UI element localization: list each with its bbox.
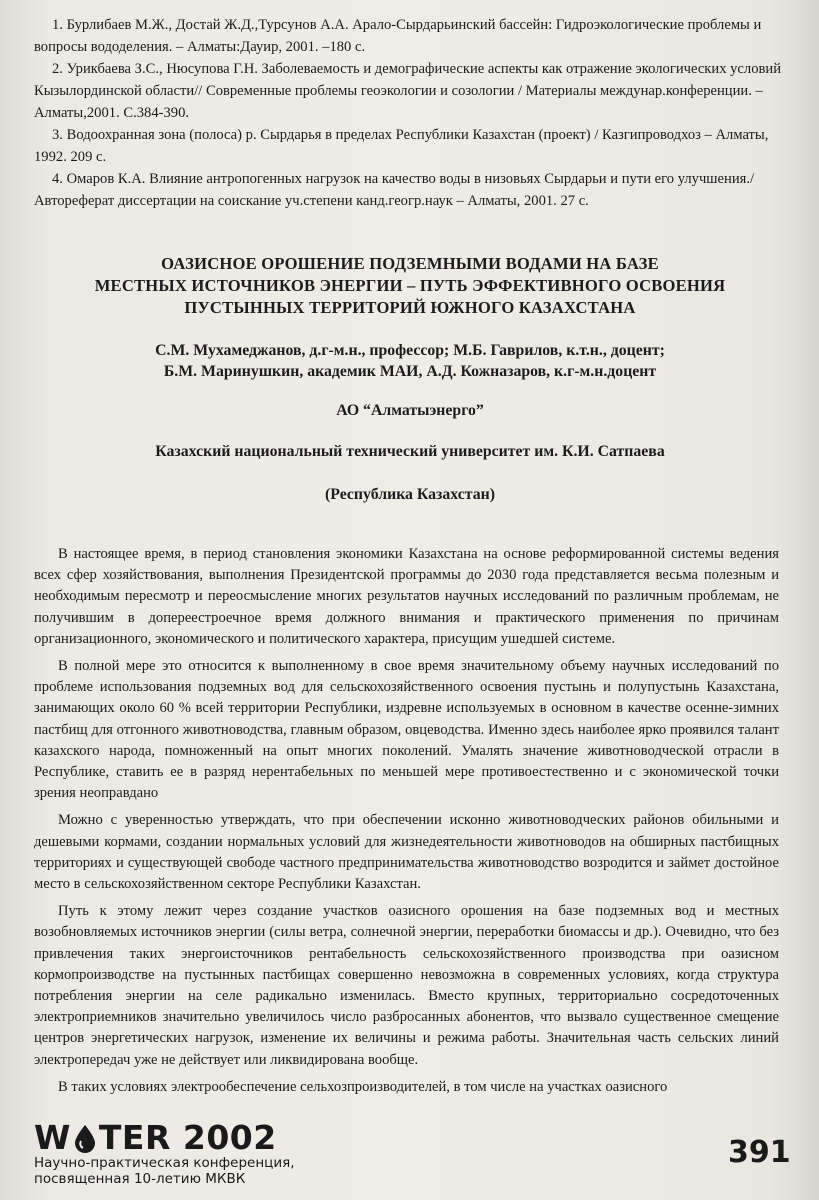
reference-item: 3. Водоохранная зона (полоса) р. Сырдарья в пределах Республики Казахстан (проект) / Казгипроводхоз – Алматы, 1992. 209 с. [34, 127, 769, 165]
reference-item: 1. Бурлибаев М.Ж., Достай Ж.Д.,Турсунов А.А. Арало-Сырдарьинский бассейн: Гидроэкологические проблемы и вопросы вододеления. – Алматы:Дауир, 2001. –180 с. [34, 17, 762, 55]
body-paragraph: В настоящее время, в период становления экономики Казахстана на основе реформированной системы ведения всех сфер хозяйствования, выполнения Президентской программы до 2030 года представляется весьма полезным и необходимым пересмотр и переосмысление многих результатов научных исследований по различным проблемам, не получившим в допереестроечное время должного внимания и практического применения по причинам организационного, экономического и политического характера, присущим ушедшей системе. [34, 546, 779, 647]
authors [40, 340, 780, 382]
author-line: С.М. Мухамеджанов, д.г-м.н., профессор; М.Б. Гаврилов, к.т.н., доцент; [155, 342, 665, 359]
body-paragraph: Можно с уверенностью утверждать, что при обеспечении исконно животноводческих районов обильными и дешевыми кормами, создании нормальных условий для жизнедеятельности животноводов на обширных пастбищных территориях и существующей свободе частного предпринимательства животноводство возродится и займет достойное место в сельскохозяйственном секторе Республики Казахстан. [34, 812, 779, 893]
title-line: ОАЗИСНОЕ ОРОШЕНИЕ ПОДЗЕМНЫМИ ВОДАМИ НА БАЗЕ [161, 254, 659, 273]
title-line: МЕСТНЫХ ИСТОЧНИКОВ ЭНЕРГИИ – ПУТЬ ЭФФЕКТИВНОГО ОСВОЕНИЯ [94, 276, 726, 295]
logo-text-left: W [34, 1118, 71, 1157]
conference-logo [34, 1118, 277, 1157]
page-number: 391 [728, 1135, 791, 1170]
conference-subtitle [34, 1155, 295, 1187]
title-line: ПУСТЫННЫХ ТЕРРИТОРИЙ ЮЖНОГО КАЗАХСТАНА [184, 298, 636, 317]
body-paragraph: Путь к этому лежит через создание участков оазисного орошения на базе подземных вод и местных возобновляемых источников энергии (силы ветра, солнечной энергии, переработки биомассы и др.). Очевидно, что без привлечения таких энергоисточников рентабельность сельскохозяйственного производства при оазисном кормопроизводстве на пустынных пастбищах совершенно невозможна в современных условиях, когда структура потребления энергии на селе радикально изменилась. Вместо крупных, территориально сосредоточенных электроприемников значительно увеличилось число разбросанных абонентов, что вызвало существенное смещение центров энергетических нагрузок, изменение их величины и режима работы. Значительная часть сельских линий электропередач уже не действует или ликвидирована вообще. [34, 903, 779, 1068]
author-line: Б.М. Маринушкин, академик МАИ, А.Д. Кожназаров, к.г-м.н.доцент [163, 363, 657, 380]
body-paragraph: В таких условиях электрообеспечение сельхозпроизводителей, в том числе на участках оазисного [58, 1078, 668, 1095]
organization-2: Казахский национальный технический университет им. К.И. Сатпаева [155, 443, 665, 460]
body-paragraph: В полной мере это относится к выполненному в свое время значительному объему научных исследований по проблеме использования подземных вод для сельскохозяйственного освоения пустынь и полупустынь Казахстана, занимающих около 60 % всей территории Республики, издревне используемых в основном в качестве осенне-зимних пастбищ для отгонного животноводства, главным образом, овцеводства. Именно здесь наиболее ярко проявился талант казахского народа, помноженный на опыт многих поколений. Умалять значение животноводческой отрасли в Республике, ставить ее в разряд нерентабельных по меньшей мере противоестественно и с экономической точки зрения неоправдано [34, 658, 779, 802]
reference-item: 4. Омаров К.А. Влияние антропогенных нагрузок на качество воды в низовьях Сырдарьи и пути его улучшения./ Автореферат диссертации на соискание уч.степени канд.геогр.наук – Алматы, 2001. 27 с. [34, 171, 755, 209]
reference-list [34, 14, 794, 212]
article-title [40, 253, 780, 319]
article-body [34, 544, 779, 1104]
country: (Республика Казахстан) [325, 486, 495, 503]
organization-1: АО “Алматыэнерго” [336, 402, 484, 419]
reference-item: 2. Урикбаева З.С., Нюсупова Г.Н. Заболеваемость и демографические аспекты как отражение экологических условий Кызылординской области// Современные проблемы геоэкологии и созологии / Материалы междунар.конференции. –Алматы,2001. С.384-390. [34, 61, 782, 121]
logo-text-right: TER 2002 [98, 1118, 277, 1157]
water-drop-icon [72, 1123, 98, 1153]
conference-subtitle-line: посвященная 10-летию МКВК [34, 1171, 246, 1187]
conference-subtitle-line: Научно-практическая конференция, [34, 1155, 295, 1171]
